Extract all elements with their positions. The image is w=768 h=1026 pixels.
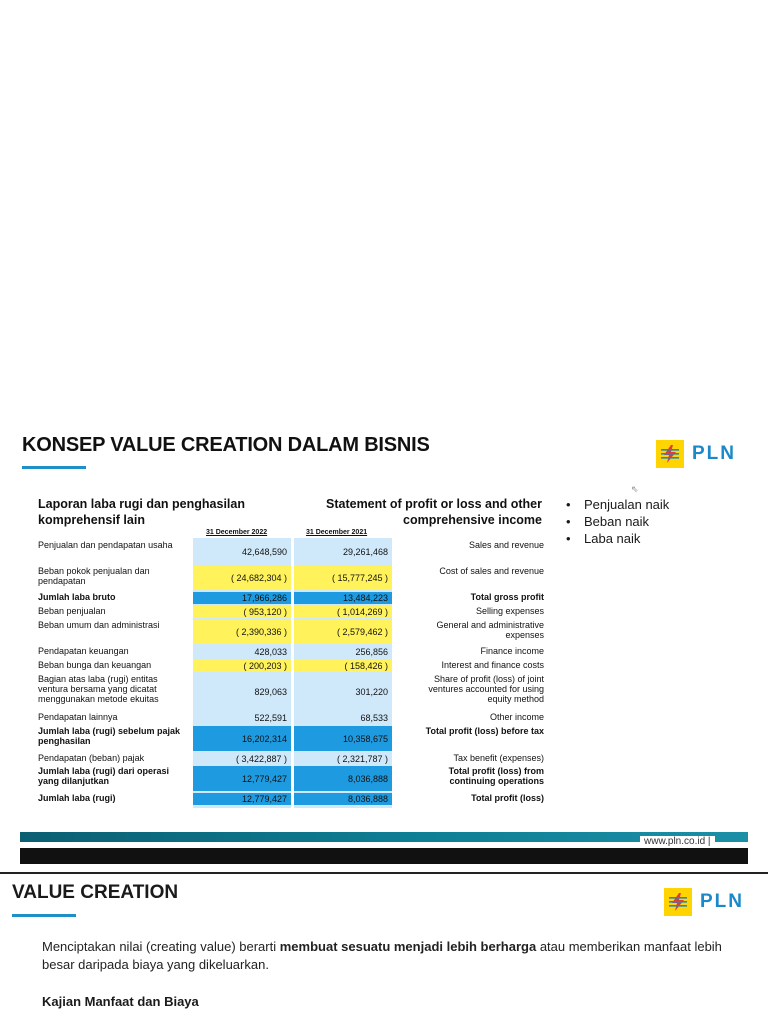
footer-bar: [20, 832, 748, 842]
slide-value-creation-concept: [0, 428, 768, 866]
value-cell-2021: ( 1,014,269 ): [294, 606, 392, 618]
value-cell-2022: ( 953,120 ): [193, 606, 291, 618]
slide-title: VALUE CREATION: [12, 882, 179, 903]
value-cell-2022: 522,591: [254, 713, 287, 723]
table-row: [38, 753, 544, 765]
row-label-en: Total profit (loss) from continuing operations: [448, 766, 544, 786]
pln-lightning-icon: [664, 888, 692, 916]
value-cell-2022: ( 200,203 ): [193, 660, 291, 672]
row-label-id: Jumlah laba (rugi) sebelum pajak penghasilan: [38, 726, 181, 746]
footer-url: www.pln.co.id |: [640, 836, 715, 847]
table-row: [38, 766, 544, 791]
table-row: [38, 726, 544, 751]
bullet-item: • Penjualan naik: [566, 497, 670, 512]
header-left-line1: Laporan laba rugi dan penghasilan: [38, 497, 245, 511]
table-row: [38, 592, 544, 604]
slide-value-creation: [0, 872, 768, 1026]
para-emphasis: membuat sesuatu menjadi lebih berharga: [279, 939, 537, 954]
value-cell-2021: 8,036,888: [294, 793, 392, 805]
footer-dark-strip: [20, 848, 748, 864]
header-left-line2: komprehensif lain: [38, 513, 145, 527]
row-label-en: Tax benefit (expenses): [453, 753, 544, 763]
row-label-en: Total profit (loss) before tax: [425, 726, 544, 736]
value-cell-2022: 12,779,427: [193, 766, 291, 791]
header-right-line1: Statement of profit or loss and other: [326, 497, 542, 511]
value-cell-2021: 13,484,223: [294, 592, 392, 604]
row-label-id: Penjualan dan pendapatan usaha: [38, 540, 173, 550]
mouse-cursor-icon: ⇖: [631, 484, 639, 494]
table-header-indonesian: [38, 496, 245, 528]
subheading: Kajian Manfaat dan Biaya: [42, 994, 199, 1009]
column-header-2022: 31 December 2022: [206, 529, 268, 536]
table-row: [38, 674, 544, 710]
value-cell-2021: ( 158,426 ): [294, 660, 392, 672]
row-label-id: Jumlah laba bruto: [38, 592, 116, 602]
value-cell-2022: ( 2,390,336 ): [193, 620, 291, 644]
value-cell-2022: ( 24,682,304 ): [193, 566, 291, 590]
pln-logo-text: PLN: [700, 891, 744, 912]
bullet-list: [566, 496, 669, 547]
pln-logo: [656, 440, 736, 468]
row-label-id: Bagian atas laba (rugi) entitas ventura bersama yang dicatat menggunakan metode ekuitas: [38, 674, 159, 704]
value-cell-2021: ( 15,777,245 ): [294, 566, 392, 590]
bullet-item: • Beban naik: [566, 514, 650, 529]
row-label-en: Other income: [489, 712, 544, 722]
row-label-id: Jumlah laba (rugi): [38, 793, 116, 803]
table-row: [38, 793, 544, 805]
value-cell-2022: 428,033: [254, 647, 287, 657]
row-label-id: Beban umum dan administrasi: [38, 620, 160, 630]
row-label-id: Beban pokok penjualan dan pendapatan: [38, 566, 150, 586]
value-cell-2021: 10,358,675: [294, 726, 392, 751]
value-cell-2022: 42,648,590: [241, 547, 287, 557]
row-label-id: Pendapatan keuangan: [38, 646, 129, 656]
row-label-id: Pendapatan (beban) pajak: [38, 753, 145, 763]
header-right-line2: comprehensive income: [403, 513, 542, 527]
table-row: [38, 660, 544, 672]
value-cell-2021: 8,036,888: [294, 766, 392, 791]
row-label-en: Share of profit (loss) of joint ventures accounted for using equity method: [428, 674, 544, 704]
row-label-en: Cost of sales and revenue: [439, 566, 544, 576]
row-label-id: Pendapatan lainnya: [38, 712, 118, 722]
table-row: [38, 646, 544, 658]
value-cell-2021: ( 2,321,787 ): [336, 754, 388, 764]
definition-paragraph: [42, 938, 742, 974]
para-text: Menciptakan nilai (creating value) berarti: [42, 939, 280, 954]
value-cell-2022: 829,063: [254, 687, 287, 697]
column-header-2021: 31 December 2021: [306, 529, 368, 536]
value-cell-2021: 256,856: [355, 647, 388, 657]
row-label-en: Sales and revenue: [468, 540, 544, 550]
title-underline: [12, 914, 76, 917]
row-label-id: Beban bunga dan keuangan: [38, 660, 152, 670]
para-text: atau memberikan manfaat lebih besar daripada biaya yang dikeluarkan.: [42, 939, 722, 972]
row-label-id: Jumlah laba (rugi) dari operasi yang dilanjutkan: [38, 766, 170, 786]
value-cell-2021: 301,220: [355, 687, 388, 697]
slide-title: KONSEP VALUE CREATION DALAM BISNIS: [22, 434, 430, 456]
value-cell-2022: ( 3,422,887 ): [235, 754, 287, 764]
table-row: [38, 540, 544, 564]
row-label-id: Beban penjualan: [38, 606, 106, 616]
value-cell-2022: 17,966,286: [193, 592, 291, 604]
row-label-en: Interest and finance costs: [441, 660, 544, 670]
value-cell-2021: 29,261,468: [342, 547, 388, 557]
value-cell-2021: 68,533: [360, 713, 388, 723]
row-label-en: Total profit (loss): [471, 793, 544, 803]
value-cell-2022: 12,779,427: [193, 793, 291, 805]
pln-logo-text: PLN: [692, 443, 736, 464]
table-row: [38, 566, 544, 590]
pln-logo: [664, 888, 744, 916]
table-row: [38, 620, 544, 644]
table-row: [38, 712, 544, 724]
row-label-en: Selling expenses: [475, 606, 544, 616]
title-underline: [22, 466, 86, 469]
row-label-en: Finance income: [480, 646, 544, 656]
row-label-en: Total gross profit: [470, 592, 544, 602]
value-cell-2021: ( 2,579,462 ): [294, 620, 392, 644]
table-row: [38, 606, 544, 618]
bullet-item: • Laba naik: [566, 531, 641, 546]
value-cell-2022: 16,202,314: [193, 726, 291, 751]
row-label-en: General and administrative expenses: [436, 620, 544, 640]
table-header-english: [326, 496, 542, 528]
pln-lightning-icon: [656, 440, 684, 468]
